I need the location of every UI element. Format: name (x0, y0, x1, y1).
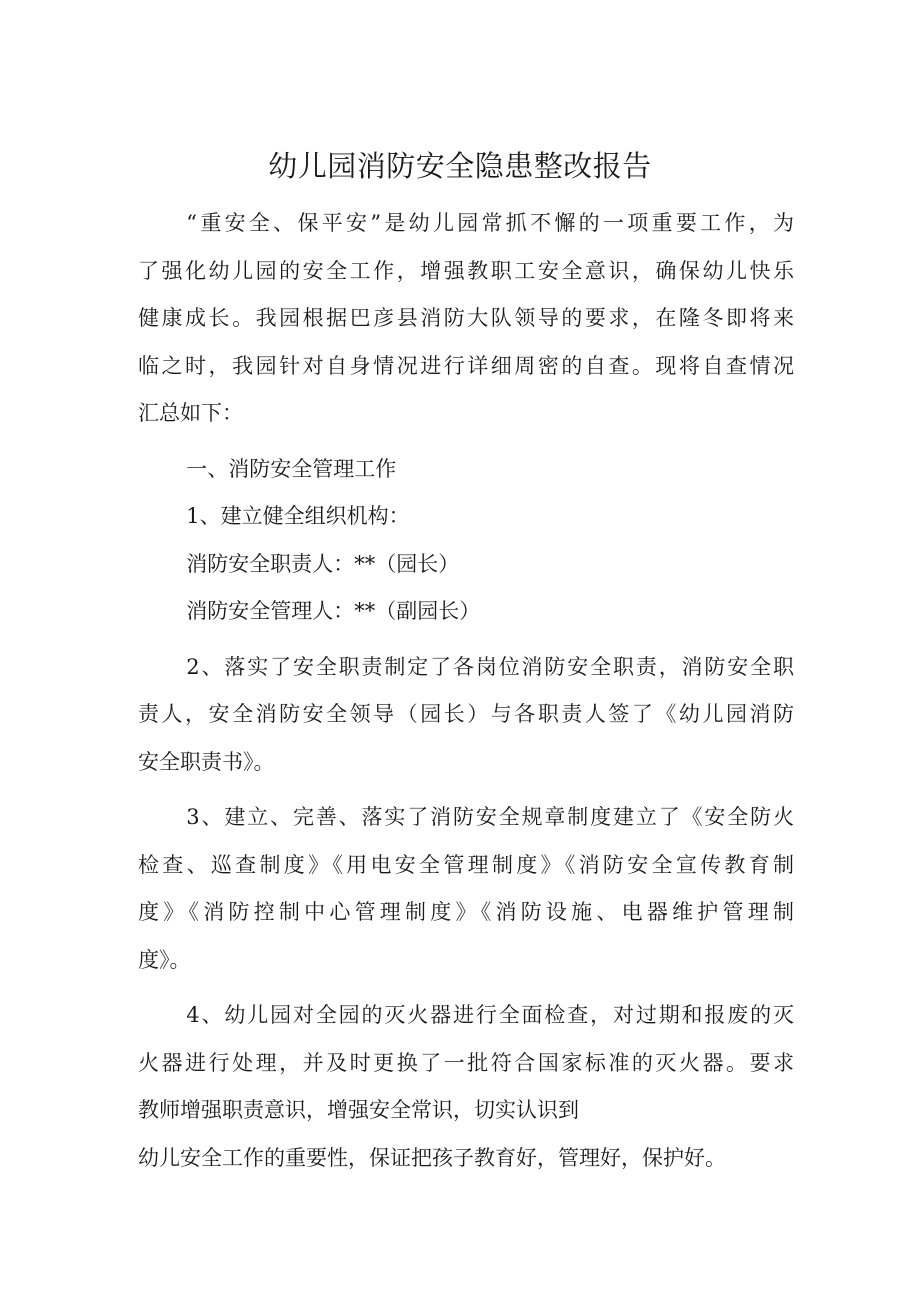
item-4-line: 幼儿安全工作的重要性，保证把孩子教育好，管理好，保护好。 (138, 1145, 726, 1170)
item-3-line: 度》。 (138, 947, 191, 972)
item-1 (138, 493, 794, 541)
person-2-text: 消防安全管理人：**（副园长） (186, 599, 481, 623)
section-heading (138, 446, 794, 494)
document-body (138, 200, 794, 1182)
item-3-line: 度》《消防控制中心管理制度》《消防设施、电器维护管理制 (138, 900, 794, 924)
document-title: 幼儿园消防安全隐患整改报告 (268, 149, 652, 183)
intro-line: 健康成长。我园根据巴彦县消防大队领导的要求，在隆冬即将来 (138, 306, 794, 330)
item-4-line: 教师增强职责意识，增强安全常识，切实认识到 (138, 1098, 579, 1122)
item-1-text: 1、建立健全组织机构： (186, 504, 410, 528)
item-2-line: 安全职责书》。 (138, 749, 275, 774)
person-2 (138, 588, 794, 636)
item-3-line: 检查、巡查制度》《用电安全管理制度》《消防安全宣传教育制 (138, 852, 794, 877)
item-3-line: 3、建立、完善、落实了消防安全规章制度建立了《安全防火 (186, 805, 794, 829)
item-4-line: 火器进行处理，并及时更换了一批符合国家标准的灭火器。要求 (138, 1050, 794, 1075)
item-4-paragraph (138, 992, 794, 1182)
item-3-paragraph (138, 794, 794, 984)
person-1 (138, 541, 794, 589)
person-1-text: 消防安全职责人：**（园长） (186, 551, 460, 576)
intro-paragraph (138, 200, 794, 438)
section-1-heading: 一、消防安全管理工作 (186, 456, 397, 481)
intro-line: 临之时，我园针对自身情况进行详细周密的自查。现将自查情况 (138, 353, 794, 378)
item-2-line: 2、落实了安全职责制定了各岗位消防安全职责，消防安全职 (186, 654, 794, 679)
intro-line: 了强化幼儿园的安全工作，增强教职工安全意识，确保幼儿快乐 (138, 258, 794, 283)
item-2-line: 责人，安全消防安全领导（园长）与各职责人签了《幼儿园消防 (138, 702, 794, 726)
item-4-line: 4、幼儿园对全园的灭火器进行全面检查，对过期和报废的灭 (186, 1003, 794, 1027)
item-2-paragraph (138, 644, 794, 787)
intro-line: “重安全、保平安”是幼儿园常抓不懈的一项重要工作，为 (186, 211, 794, 235)
intro-line: 汇总如下： (138, 401, 243, 425)
